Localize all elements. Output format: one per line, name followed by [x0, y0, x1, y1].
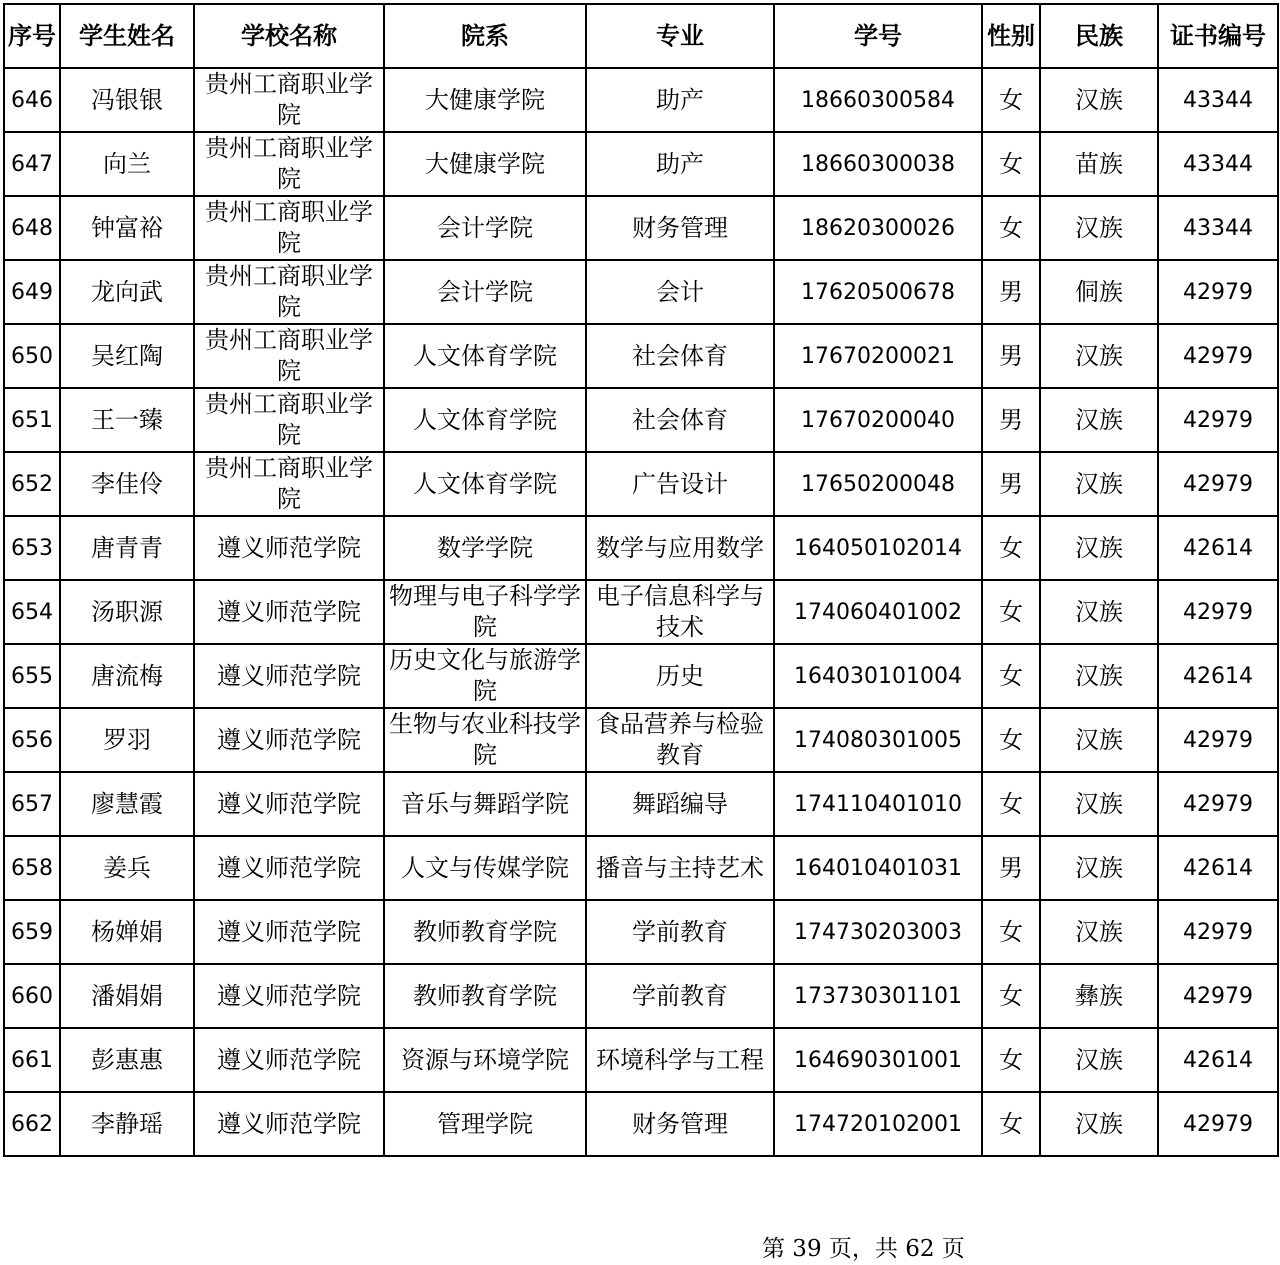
cell-index: 659 — [4, 900, 60, 964]
cell-index: 649 — [4, 260, 60, 324]
cell-school-name: 遵义师范学院 — [194, 1028, 384, 1092]
cell-ethnicity: 汉族 — [1040, 644, 1158, 708]
cell-student-id: 164010401031 — [774, 836, 982, 900]
cell-school-name: 遵义师范学院 — [194, 836, 384, 900]
cell-ethnicity: 汉族 — [1040, 1028, 1158, 1092]
cell-certificate-number: 42979 — [1158, 324, 1278, 388]
cell-certificate-number: 42979 — [1158, 260, 1278, 324]
cell-student-name: 姜兵 — [60, 836, 194, 900]
header-student-id: 学号 — [774, 4, 982, 68]
cell-major: 学前教育 — [586, 964, 774, 1028]
header-school-name: 学校名称 — [194, 4, 384, 68]
cell-student-name: 廖慧霞 — [60, 772, 194, 836]
header-student-name: 学生姓名 — [60, 4, 194, 68]
cell-index: 661 — [4, 1028, 60, 1092]
cell-gender: 女 — [982, 516, 1040, 580]
cell-index: 648 — [4, 196, 60, 260]
cell-ethnicity: 苗族 — [1040, 132, 1158, 196]
cell-gender: 女 — [982, 1092, 1040, 1156]
cell-department: 大健康学院 — [384, 132, 586, 196]
page-number-label: 第 39 页，共 62 页 — [762, 1236, 965, 1262]
cell-department: 管理学院 — [384, 1092, 586, 1156]
cell-major: 会计 — [586, 260, 774, 324]
cell-index: 647 — [4, 132, 60, 196]
cell-index: 651 — [4, 388, 60, 452]
cell-ethnicity: 侗族 — [1040, 260, 1158, 324]
cell-index: 654 — [4, 580, 60, 644]
table-row — [4, 644, 1278, 708]
header-index: 序号 — [4, 4, 60, 68]
cell-certificate-number: 42979 — [1158, 900, 1278, 964]
cell-gender: 女 — [982, 196, 1040, 260]
cell-certificate-number: 42614 — [1158, 644, 1278, 708]
cell-major: 助产 — [586, 132, 774, 196]
cell-ethnicity: 汉族 — [1040, 900, 1158, 964]
cell-gender: 女 — [982, 1028, 1040, 1092]
cell-major: 助产 — [586, 68, 774, 132]
cell-student-name: 李静瑶 — [60, 1092, 194, 1156]
cell-certificate-number: 42979 — [1158, 708, 1278, 772]
cell-gender: 女 — [982, 132, 1040, 196]
cell-index: 652 — [4, 452, 60, 516]
cell-major: 数学与应用数学 — [586, 516, 774, 580]
cell-school-name: 贵州工商职业学院 — [194, 260, 384, 324]
cell-certificate-number: 42979 — [1158, 1092, 1278, 1156]
cell-school-name: 遵义师范学院 — [194, 644, 384, 708]
cell-school-name: 遵义师范学院 — [194, 1092, 384, 1156]
cell-gender: 女 — [982, 708, 1040, 772]
table-row — [4, 260, 1278, 324]
cell-gender: 女 — [982, 68, 1040, 132]
cell-student-id: 174730203003 — [774, 900, 982, 964]
cell-student-name: 唐青青 — [60, 516, 194, 580]
cell-student-name: 彭惠惠 — [60, 1028, 194, 1092]
cell-gender: 男 — [982, 260, 1040, 324]
cell-school-name: 遵义师范学院 — [194, 708, 384, 772]
cell-gender: 男 — [982, 452, 1040, 516]
cell-certificate-number: 42979 — [1158, 772, 1278, 836]
cell-student-id: 18660300038 — [774, 132, 982, 196]
cell-department: 物理与电子科学学院 — [384, 580, 586, 644]
cell-school-name: 贵州工商职业学院 — [194, 388, 384, 452]
cell-department: 人文体育学院 — [384, 324, 586, 388]
cell-major: 广告设计 — [586, 452, 774, 516]
cell-student-name: 罗羽 — [60, 708, 194, 772]
cell-index: 658 — [4, 836, 60, 900]
cell-major: 播音与主持艺术 — [586, 836, 774, 900]
cell-student-id: 174060401002 — [774, 580, 982, 644]
table-row — [4, 708, 1278, 772]
cell-student-name: 冯银银 — [60, 68, 194, 132]
cell-student-id: 17620500678 — [774, 260, 982, 324]
cell-school-name: 贵州工商职业学院 — [194, 68, 384, 132]
cell-department: 会计学院 — [384, 196, 586, 260]
cell-ethnicity: 汉族 — [1040, 1092, 1158, 1156]
cell-student-id: 164050102014 — [774, 516, 982, 580]
cell-school-name: 遵义师范学院 — [194, 900, 384, 964]
cell-student-name: 向兰 — [60, 132, 194, 196]
cell-index: 660 — [4, 964, 60, 1028]
cell-student-id: 18660300584 — [774, 68, 982, 132]
cell-student-id: 17670200021 — [774, 324, 982, 388]
cell-department: 历史文化与旅游学院 — [384, 644, 586, 708]
cell-certificate-number: 43344 — [1158, 132, 1278, 196]
cell-student-id: 164030101004 — [774, 644, 982, 708]
cell-gender: 男 — [982, 388, 1040, 452]
cell-gender: 男 — [982, 324, 1040, 388]
cell-ethnicity: 汉族 — [1040, 580, 1158, 644]
cell-student-id: 17670200040 — [774, 388, 982, 452]
cell-student-id: 17650200048 — [774, 452, 982, 516]
cell-ethnicity: 汉族 — [1040, 68, 1158, 132]
cell-certificate-number: 42979 — [1158, 964, 1278, 1028]
cell-major: 社会体育 — [586, 324, 774, 388]
table-row — [4, 772, 1278, 836]
cell-student-name: 龙向武 — [60, 260, 194, 324]
table-row — [4, 68, 1278, 132]
cell-school-name: 遵义师范学院 — [194, 516, 384, 580]
table-row — [4, 1092, 1278, 1156]
cell-certificate-number: 42614 — [1158, 1028, 1278, 1092]
table-row — [4, 1028, 1278, 1092]
cell-gender: 女 — [982, 772, 1040, 836]
cell-student-id: 164690301001 — [774, 1028, 982, 1092]
cell-certificate-number: 42614 — [1158, 516, 1278, 580]
cell-department: 教师教育学院 — [384, 900, 586, 964]
table-header-row — [4, 4, 1278, 68]
cell-certificate-number: 43344 — [1158, 68, 1278, 132]
cell-student-id: 174720102001 — [774, 1092, 982, 1156]
cell-student-name: 汤职源 — [60, 580, 194, 644]
table-row — [4, 580, 1278, 644]
cell-index: 657 — [4, 772, 60, 836]
cell-major: 舞蹈编导 — [586, 772, 774, 836]
cell-gender: 女 — [982, 580, 1040, 644]
cell-major: 社会体育 — [586, 388, 774, 452]
cell-ethnicity: 汉族 — [1040, 772, 1158, 836]
table-row — [4, 324, 1278, 388]
table-row — [4, 516, 1278, 580]
cell-certificate-number: 43344 — [1158, 196, 1278, 260]
cell-student-id: 174110401010 — [774, 772, 982, 836]
cell-school-name: 遵义师范学院 — [194, 580, 384, 644]
cell-student-name: 吴红陶 — [60, 324, 194, 388]
cell-student-id: 173730301101 — [774, 964, 982, 1028]
cell-major: 电子信息科学与技术 — [586, 580, 774, 644]
cell-school-name: 遵义师范学院 — [194, 772, 384, 836]
table-row — [4, 196, 1278, 260]
cell-gender: 女 — [982, 964, 1040, 1028]
cell-index: 653 — [4, 516, 60, 580]
cell-department: 生物与农业科技学院 — [384, 708, 586, 772]
cell-major: 财务管理 — [586, 1092, 774, 1156]
cell-gender: 女 — [982, 644, 1040, 708]
header-ethnicity: 民族 — [1040, 4, 1158, 68]
cell-student-name: 王一臻 — [60, 388, 194, 452]
cell-department: 人文体育学院 — [384, 388, 586, 452]
cell-school-name: 贵州工商职业学院 — [194, 452, 384, 516]
cell-major: 食品营养与检验教育 — [586, 708, 774, 772]
cell-department: 会计学院 — [384, 260, 586, 324]
cell-department: 人文体育学院 — [384, 452, 586, 516]
cell-ethnicity: 汉族 — [1040, 196, 1158, 260]
cell-major: 历史 — [586, 644, 774, 708]
cell-student-name: 潘娟娟 — [60, 964, 194, 1028]
table-row — [4, 836, 1278, 900]
cell-index: 656 — [4, 708, 60, 772]
cell-student-name: 李佳伶 — [60, 452, 194, 516]
cell-student-name: 杨婵娟 — [60, 900, 194, 964]
cell-ethnicity: 汉族 — [1040, 388, 1158, 452]
table-row — [4, 900, 1278, 964]
cell-student-name: 钟富裕 — [60, 196, 194, 260]
cell-school-name: 贵州工商职业学院 — [194, 324, 384, 388]
header-certificate-number: 证书编号 — [1158, 4, 1278, 68]
cell-ethnicity: 汉族 — [1040, 708, 1158, 772]
table-row — [4, 964, 1278, 1028]
table-body — [4, 68, 1278, 1156]
cell-gender: 女 — [982, 900, 1040, 964]
header-major: 专业 — [586, 4, 774, 68]
cell-ethnicity: 汉族 — [1040, 324, 1158, 388]
cell-student-id: 174080301005 — [774, 708, 982, 772]
cell-school-name: 贵州工商职业学院 — [194, 132, 384, 196]
cell-school-name: 遵义师范学院 — [194, 964, 384, 1028]
cell-ethnicity: 汉族 — [1040, 452, 1158, 516]
cell-department: 资源与环境学院 — [384, 1028, 586, 1092]
table-row — [4, 452, 1278, 516]
cell-index: 662 — [4, 1092, 60, 1156]
cell-certificate-number: 42979 — [1158, 388, 1278, 452]
cell-ethnicity: 汉族 — [1040, 516, 1158, 580]
cell-major: 环境科学与工程 — [586, 1028, 774, 1092]
cell-index: 646 — [4, 68, 60, 132]
cell-major: 学前教育 — [586, 900, 774, 964]
cell-student-name: 唐流梅 — [60, 644, 194, 708]
cell-gender: 男 — [982, 836, 1040, 900]
cell-student-id: 18620300026 — [774, 196, 982, 260]
cell-major: 财务管理 — [586, 196, 774, 260]
cell-department: 人文与传媒学院 — [384, 836, 586, 900]
cell-school-name: 贵州工商职业学院 — [194, 196, 384, 260]
table-row — [4, 132, 1278, 196]
table-row — [4, 388, 1278, 452]
cell-department: 大健康学院 — [384, 68, 586, 132]
cell-department: 数学学院 — [384, 516, 586, 580]
header-gender: 性别 — [982, 4, 1040, 68]
student-roster-table — [3, 3, 1279, 1157]
cell-ethnicity: 彝族 — [1040, 964, 1158, 1028]
cell-certificate-number: 42614 — [1158, 836, 1278, 900]
cell-index: 655 — [4, 644, 60, 708]
cell-department: 教师教育学院 — [384, 964, 586, 1028]
cell-certificate-number: 42979 — [1158, 452, 1278, 516]
cell-index: 650 — [4, 324, 60, 388]
header-department: 院系 — [384, 4, 586, 68]
cell-ethnicity: 汉族 — [1040, 836, 1158, 900]
cell-certificate-number: 42979 — [1158, 580, 1278, 644]
cell-department: 音乐与舞蹈学院 — [384, 772, 586, 836]
